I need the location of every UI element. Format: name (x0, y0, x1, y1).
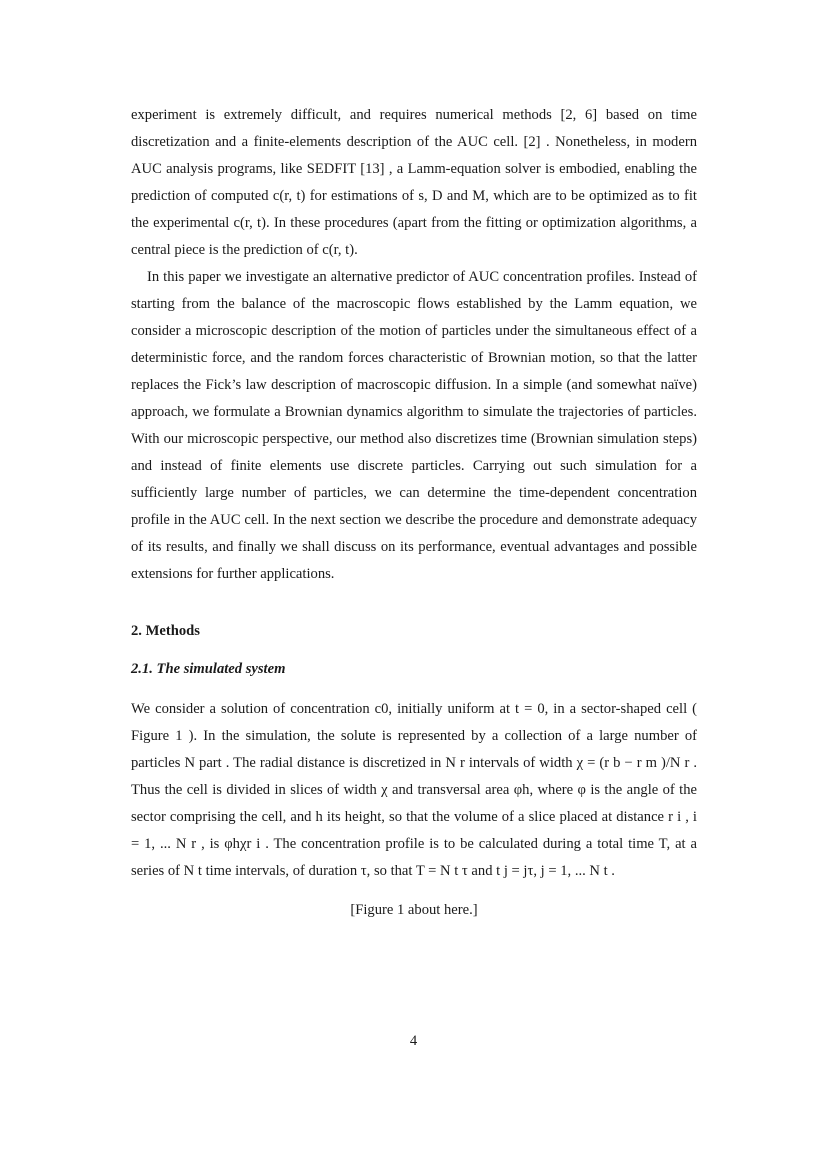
page-body (131, 102, 697, 924)
page-number: 4 (409, 1033, 418, 1049)
subsection-heading-simulated-system: 2.1. The simulated system (131, 661, 286, 677)
section-heading-methods: 2. Methods (131, 623, 200, 639)
paragraph-alternative-predictor: In this paper we investigate an alternative predictor of AUC concentration profiles. Instead of starting from the balance of the macroscopic flows established by the Lamm equation, we consider a microscopic description of the motion of particles under the simultaneous effect of a deterministic force, and the random forces characteristic of Brownian motion, so that the latter replaces the Fick’s law description of macroscopic diffusion. In a simple (and somewhat naïve) approach, we formulate a Brownian dynamics algorithm to simulate the trajectories of particles. With our microscopic perspective, our method also discretizes time (Brownian simulation steps) and instead of finite elements use discrete particles. Carrying out such simulation for a sufficiently large number of particles, we can determine the time-dependent concentration profile in the AUC cell. In the next section we describe the procedure and demonstrate adequacy of its results, and finally we shall discuss on its performance, eventual advantages and possible extensions for further applications. (131, 269, 697, 582)
paragraph-intro-continued: experiment is extremely difficult, and requires numerical methods [2, 6] based on time discretization and a finite-elements description of the AUC cell. [2] . Nonetheless, in modern AUC analysis programs, like SEDFIT [13] , a Lamm-equation solver is embodied, enabling the prediction of computed c(r, t) for estimations of s, D and M, which are to be optimized as to fit the experimental c(r, t). In these procedures (apart from the fitting or optimization algorithms, a central piece is the prediction of c(r, t). (131, 107, 697, 258)
paragraph-simulated-system: We consider a solution of concentration c0, initially uniform at t = 0, in a sector-shaped cell ( Figure 1 ). In the simulation, the solute is represented by a collection of a large number of particles N part . The radial distance is discretized in N r intervals of width χ = (r b − r m )/N r . Thus the cell is divided in slices of width χ and transversal area φh, where φ is the angle of the sector comprising the cell, and h its height, so that the volume of a slice placed at distance r i , i = 1, ... N r , is φhχr i . The concentration profile is to be calculated during a total time T, at a series of N t time intervals, of duration τ, so that T = N t τ and t j = jτ, j = 1, ... N t . (131, 701, 697, 879)
figure-placeholder-note: [Figure 1 about here.] (350, 902, 478, 918)
